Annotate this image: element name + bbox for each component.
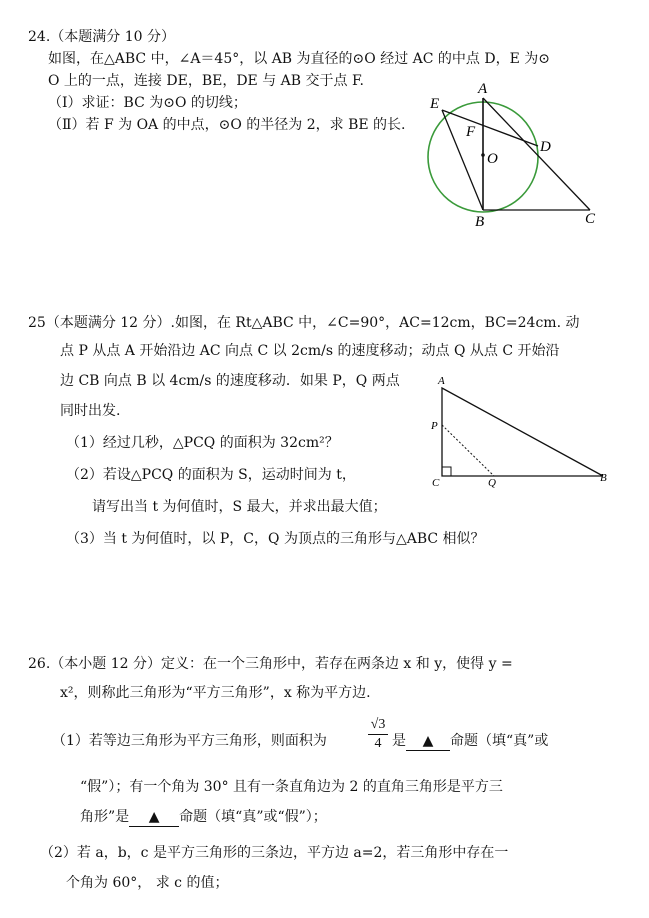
label-c: C: [585, 211, 596, 227]
q25-part-3: （3）当 t 为何值时，以 P，C，Q 为顶点的三角形与△ABC 相似？: [66, 531, 485, 547]
q25-line-3: 同时出发.: [60, 403, 121, 419]
q24-circle-figure: [420, 78, 610, 238]
q25-part-1: （1）经过几秒，△PCQ 的面积为 32cm²？: [66, 435, 339, 451]
segment-pq: [442, 425, 494, 476]
label-a: A: [438, 375, 445, 387]
label-b: B: [600, 472, 607, 484]
q26-part-1: [52, 732, 327, 750]
q24-part-2: （Ⅱ）若 F 为 OA 的中点，⊙O 的半径为 2，求 BE 的长.: [48, 117, 406, 133]
q26-part-1-suffix: 命题（填“真”或: [450, 733, 549, 749]
label-e: E: [430, 96, 440, 112]
q26-part-1-is: 是: [392, 733, 406, 749]
right-angle-mark: [442, 467, 451, 476]
q25-header: 25（本题满分 12 分）.如图，在 Rt△ABC 中，∠C=90°，AC=12cm，BC=24cm. 动: [28, 315, 580, 331]
q26-line-5-suffix: 命题（填“真”或“假”）；: [179, 809, 327, 825]
fraction-numerator: √3: [368, 716, 388, 735]
q26-line-1: 26.（本小题 12 分）定义：在一个三角形中，若存在两条边 x 和 y，使得 y =: [28, 656, 513, 672]
label-p: P: [431, 420, 438, 432]
label-d: D: [540, 139, 551, 155]
label-o: O: [487, 151, 498, 167]
label-a: A: [478, 81, 488, 97]
q26-line-5: [80, 808, 327, 827]
q26-part-2-cont: 个角为 60°， 求 c 的值；: [66, 875, 229, 891]
point-o: [481, 153, 485, 157]
q25-line-1: 点 P 从点 A 开始沿边 AC 向点 C 以 2cm/s 的速度移动；动点 Q 从点 C 开始沿: [60, 343, 560, 359]
q25-part-2-cont: 请写出当 t 为何值时，S 最大，并求出最大值；: [92, 499, 387, 515]
q26-line-4: “假”）；有一个角为 30° 且有一条直角边为 2 的直角三角形是平方三: [80, 779, 503, 795]
answer-blank-2[interactable]: ▲: [129, 808, 179, 827]
q25-part-2: （2）若设△PCQ 的面积为 S，运动时间为 t，: [66, 467, 356, 483]
q25-line-2: 边 CB 向点 B 以 4cm/s 的速度移动．如果 P，Q 两点: [60, 373, 400, 389]
label-f: F: [466, 124, 476, 140]
q26-part-1-end: [392, 732, 548, 751]
segment-ac: [483, 98, 590, 210]
q26-part-1-text: （1）若等边三角形为平方三角形，则面积为: [52, 733, 327, 749]
q24-line-1: 如图，在△ABC 中，∠A＝45°，以 AB 为直径的⊙O 经过 AC 的中点 D，E 为⊙: [48, 51, 550, 67]
q25-triangle-figure: [428, 374, 618, 490]
triangle-abc: [442, 388, 603, 476]
q26-line-5-text: 角形”是: [80, 809, 130, 825]
label-b: B: [475, 214, 485, 230]
segment-ed: [442, 110, 538, 146]
answer-blank-1[interactable]: ▲: [406, 732, 450, 751]
segment-eb: [442, 110, 483, 210]
sqrt3-over-4-fraction: [368, 716, 388, 753]
label-q: Q: [488, 477, 496, 489]
q24-line-2: O 上的一点，连接 DE，BE，DE 与 AB 交于点 F.: [48, 73, 364, 89]
q24-part-1: （Ⅰ）求证：BC 为⊙O 的切线；: [48, 95, 247, 111]
label-c: C: [432, 477, 440, 489]
q24-header: 24.（本题满分 10 分）: [28, 29, 175, 45]
q26-part-2: （2）若 a，b，c 是平方三角形的三条边，平方边 a=2，若三角形中存在一: [40, 845, 509, 861]
q26-line-2: x²，则称此三角形为“平方三角形”，x 称为平方边.: [60, 685, 371, 701]
fraction-denominator: 4: [374, 736, 382, 751]
